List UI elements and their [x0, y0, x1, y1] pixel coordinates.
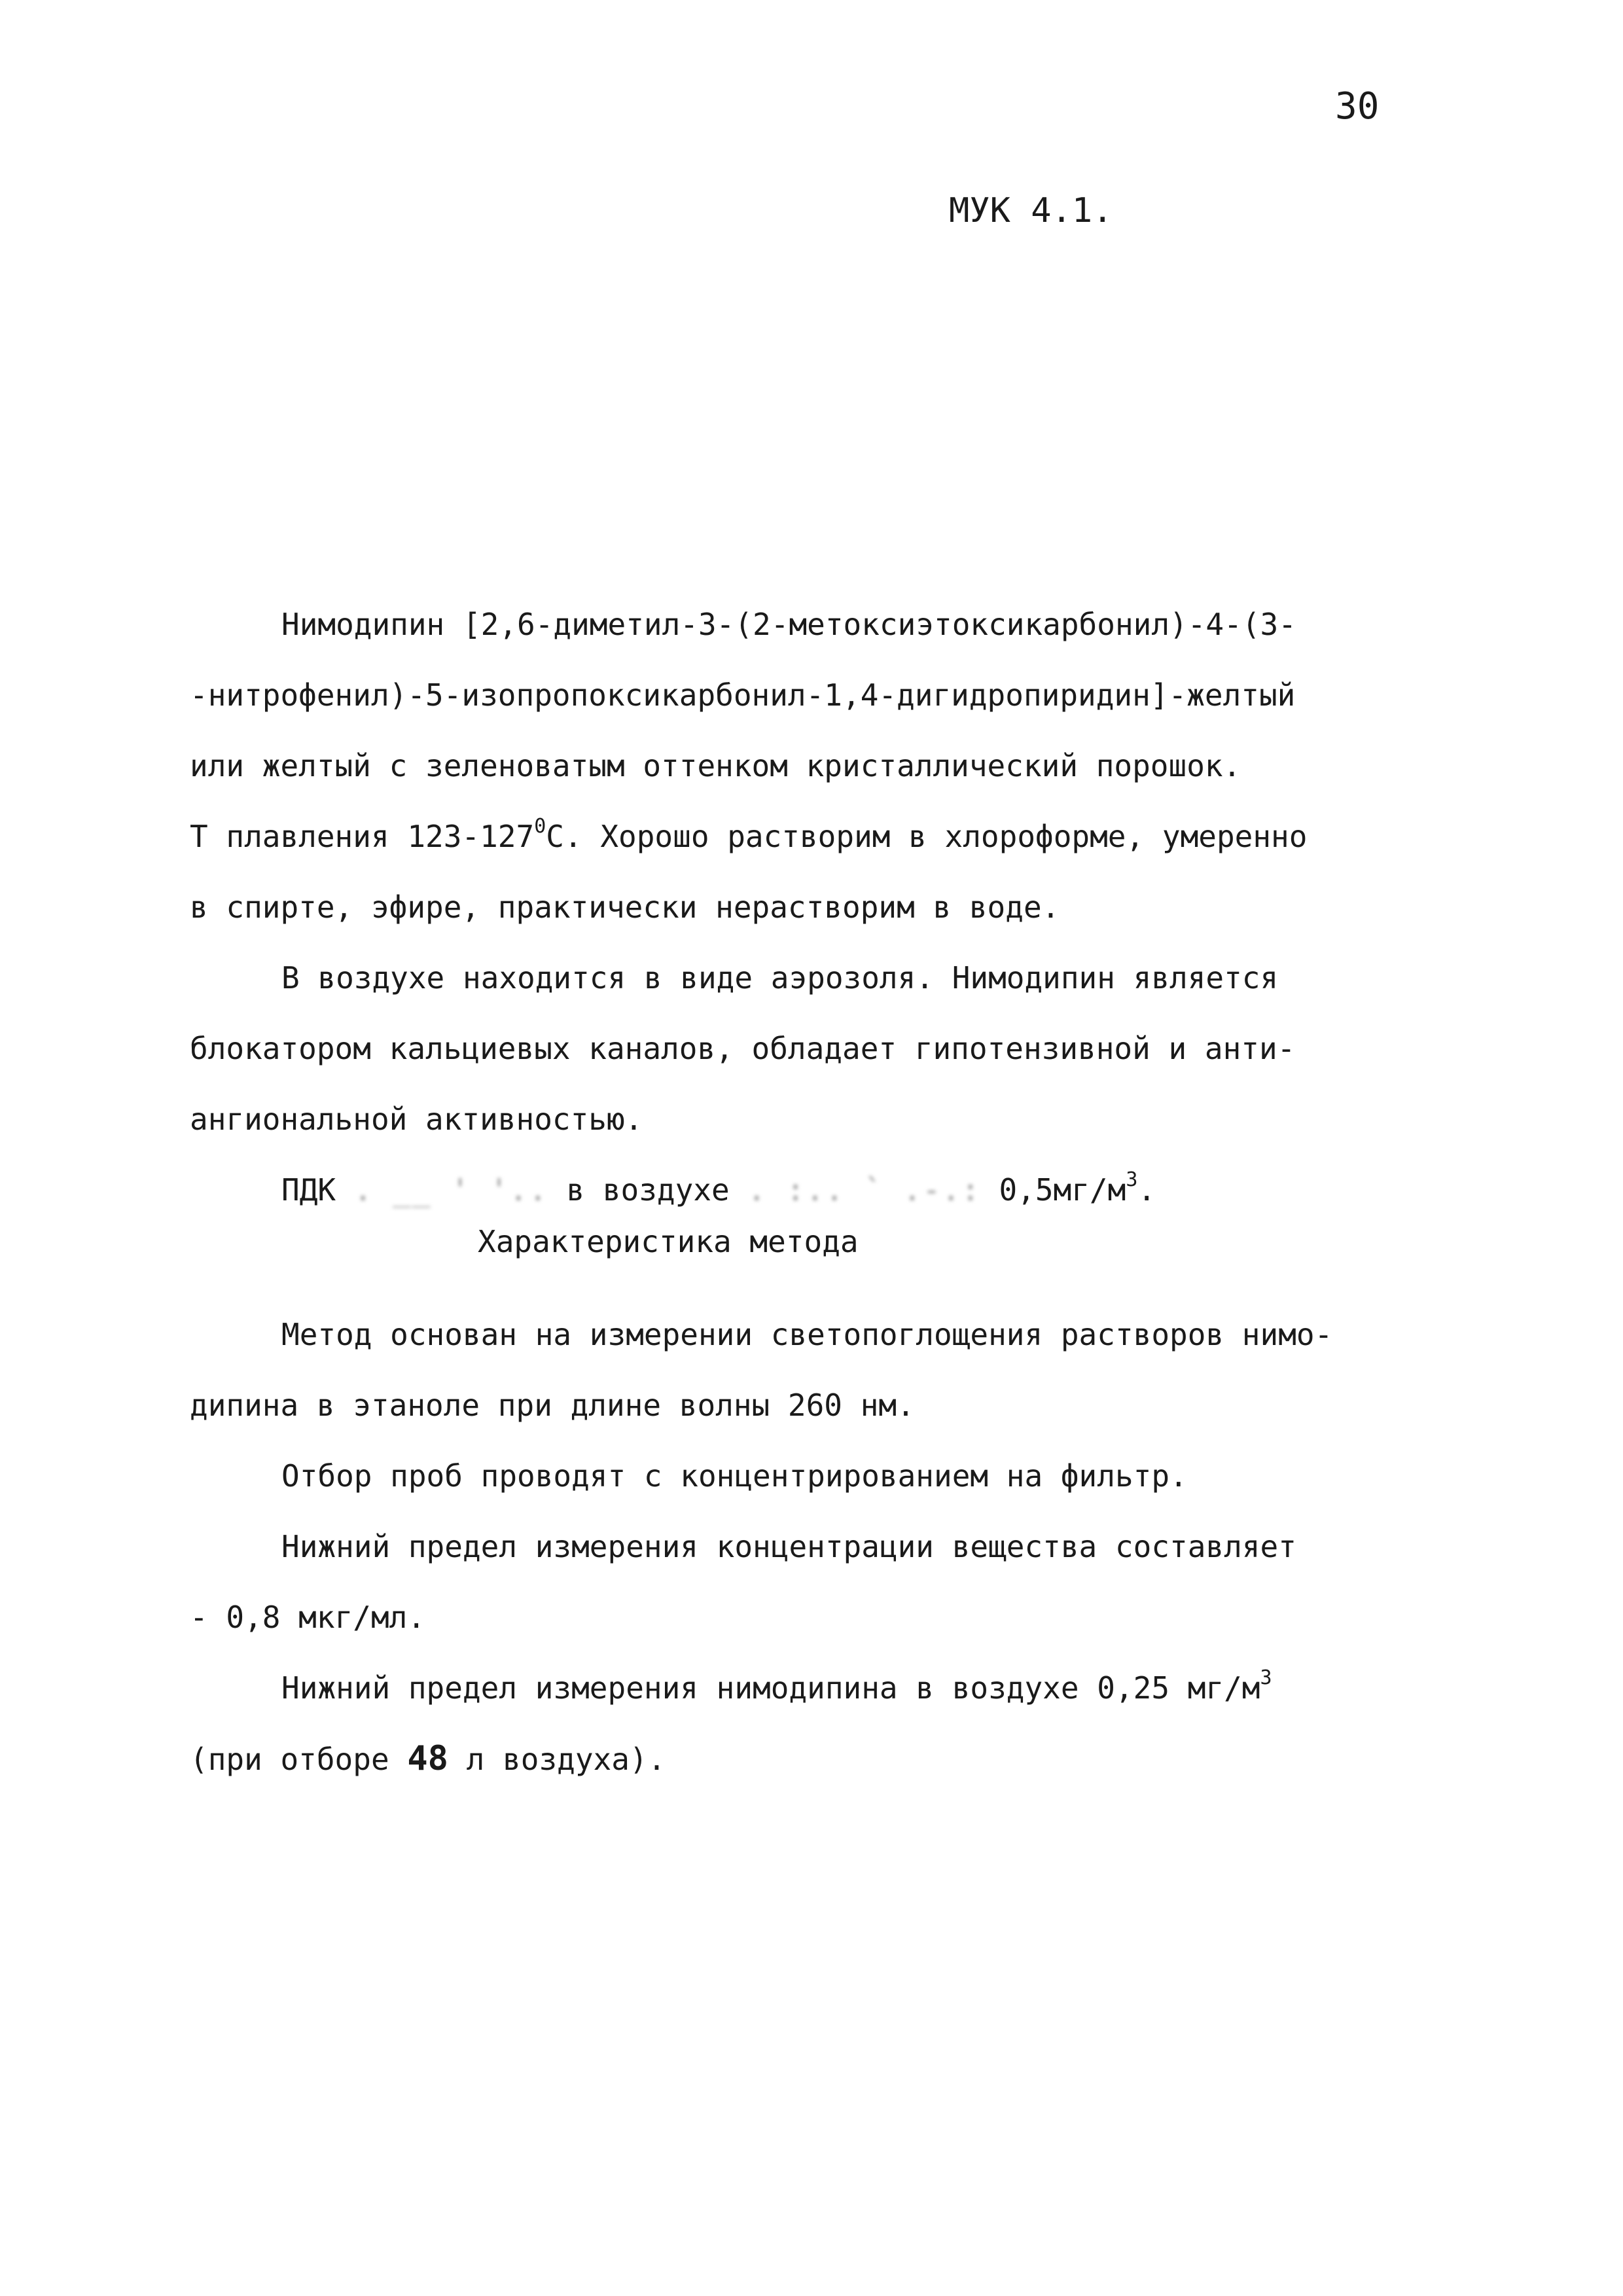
description-line: ангиональной активностью. [190, 1102, 643, 1137]
description-line: в спирте, эфире, практически нерастворим в воде. [190, 889, 1060, 925]
substance-description [190, 589, 1472, 1225]
description-line: Нимодипин [2,6-диметил-3-(2-метоксиэтоксикарбонил)-4-(3- [281, 607, 1296, 642]
air-sample-line [190, 1723, 1472, 1795]
redacted-text: . __ ' '.. [353, 1172, 548, 1208]
handwritten-volume: 48 [407, 1739, 448, 1778]
description-line: -нитрофенил)-5-изопропоксикарбонил-1,4-дигидропиридин]-желтый [190, 677, 1296, 713]
melting-point-line [190, 801, 1472, 872]
description-line: или желтый с зеленоватым оттенком кристаллический порошок. [190, 748, 1241, 783]
pdk-in-air-label: в воздухе [566, 1172, 730, 1208]
solubility-text: С. Хорошо растворим в хлороформе, умеренно [546, 819, 1308, 854]
lower-limit-line [190, 1653, 1472, 1723]
redacted-text: . :.. ` .-.: [747, 1172, 981, 1208]
pdk-value: 0,5мг/м [999, 1172, 1126, 1208]
method-description [190, 1299, 1472, 1795]
description-line: В воздухе находится в виде аэрозоля. Нимодипин является [281, 960, 1279, 996]
method-line: Нижний предел измерения концентрации вещества составляет [281, 1529, 1296, 1564]
method-line: Отбор проб проводят с концентрированием на фильтр. [281, 1458, 1188, 1494]
pdk-superscript: 3 [1126, 1168, 1138, 1191]
melting-point-text: Т плавления 123-127 [190, 819, 535, 854]
pdk-period: . [1137, 1172, 1156, 1208]
page-number: 30 [1335, 85, 1380, 128]
section-heading: Характеристика метода [478, 1224, 859, 1259]
method-line: - 0,8 мкг/мл. [190, 1600, 426, 1635]
air-sample-text-end: л воздуха). [448, 1742, 666, 1777]
lower-limit-text: Нижний предел измерения нимодипина в воздухе 0,25 мг/м [281, 1670, 1260, 1706]
document-code: МУК 4.1. [949, 191, 1113, 230]
method-line: дипина в этаноле при длине волны 260 нм. [190, 1388, 915, 1423]
lower-limit-superscript: 3 [1260, 1666, 1272, 1689]
degree-superscript: 0 [534, 815, 546, 838]
description-line: блокатором кальциевых каналов, обладает гипотензивной и анти- [190, 1031, 1296, 1066]
method-line: Метод основан на измерении светопоглощения растворов нимо- [281, 1317, 1333, 1352]
pdk-label: ПДК [281, 1172, 336, 1208]
air-sample-text: (при отборе [190, 1742, 408, 1777]
pdk-line [190, 1155, 1472, 1225]
